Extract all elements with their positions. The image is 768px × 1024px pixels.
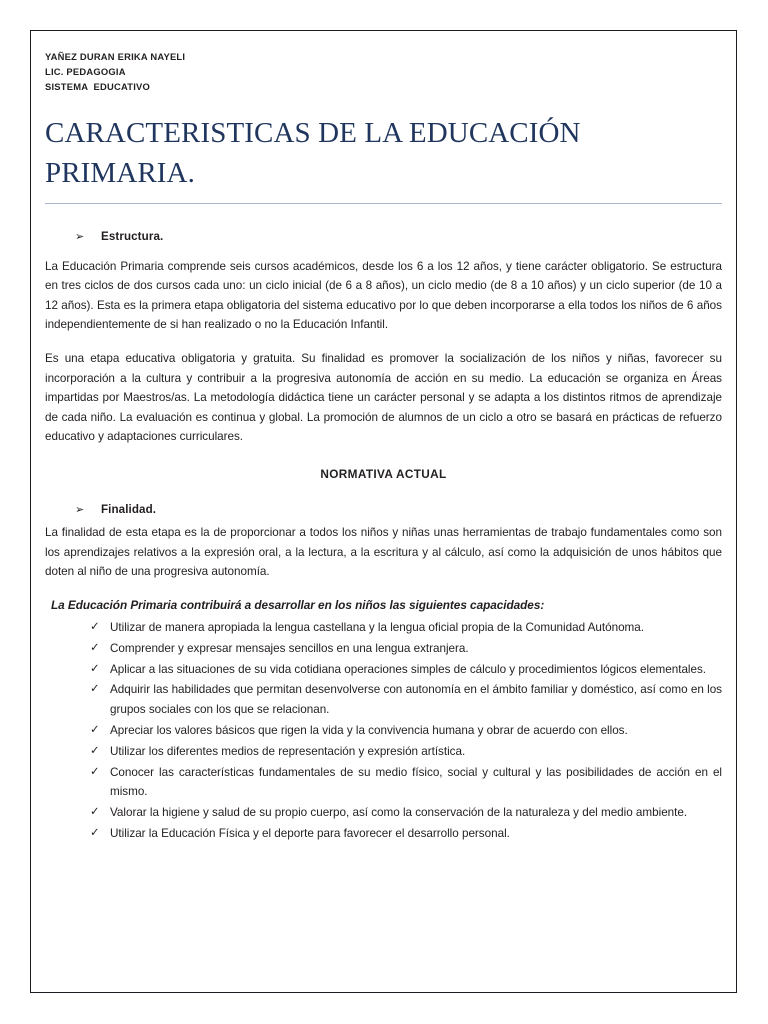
paragraph-finalidad: La finalidad de esta etapa es la de proporcionar a todos los niños y niñas unas herramientas de trabajo fundamentales como son los aprendizajes relativos a la expresión oral, a la lectura, a la escritura y al cálculo, así como la adquisición de unos hábitos que doten al niño de una progresiva autonomía. — [45, 525, 722, 579]
paragraph-estructura-1: La Educación Primaria comprende seis cursos académicos, desde los 6 a los 12 años, y tiene carácter obligatorio. Se estructura en tres ciclos de dos cursos cada uno: un ciclo inicial (de 6 a 8 años), un ciclo medio (de 8 a 10 años) y un ciclo superior (de 10 a 12 años). Esta es la primera etapa obligatoria del sistema educativo por lo que deben incorporarse a ella todos los niños de 6 años independientemente de si han realizado o no la Educación Infantil. — [45, 259, 722, 332]
list-item-text: Conocer las características fundamentales de su medio físico, social y cultural y las posibilidades de acción en el mismo. — [110, 765, 722, 798]
section-heading-estructura — [45, 230, 722, 243]
check-icon: ✓ — [90, 805, 100, 818]
check-icon: ✓ — [90, 826, 100, 839]
title-divider — [45, 203, 722, 204]
list-item — [90, 803, 722, 822]
check-icon: ✓ — [90, 723, 100, 736]
section-heading-finalidad — [45, 503, 722, 516]
check-icon: ✓ — [90, 641, 100, 654]
list-item — [90, 639, 722, 658]
capacidades-list — [45, 618, 722, 843]
heading-normativa-actual: NORMATIVA ACTUAL — [320, 466, 447, 481]
list-item-text: Aplicar a las situaciones de su vida cotidiana operaciones simples de cálculo y procedimientos lógicos elementales. — [110, 662, 707, 676]
check-icon: ✓ — [90, 765, 100, 778]
list-item — [90, 721, 722, 740]
list-item-text: Utilizar de manera apropiada la lengua castellana y la lengua oficial propia de la Comunidad Autónoma. — [110, 620, 644, 634]
arrow-bullet-icon: ➢ — [75, 230, 85, 243]
list-item — [90, 618, 722, 637]
document-page — [30, 30, 737, 993]
list-item-text: Apreciar los valores básicos que rigen la vida y la convivencia humana y obrar de acuerdo con ellos. — [110, 723, 628, 737]
list-item — [90, 742, 722, 761]
header-line-degree: LIC. PEDAGOGIA — [45, 66, 126, 78]
author-header-block — [45, 43, 722, 95]
check-icon: ✓ — [90, 662, 100, 675]
header-line-subject: SISTEMA EDUCATIVO — [45, 81, 151, 93]
page-title: CARACTERISTICAS DE LA EDUCACIÓN PRIMARIA. — [45, 116, 581, 189]
list-item — [90, 680, 722, 719]
list-item — [90, 763, 722, 802]
arrow-bullet-icon: ➢ — [75, 503, 85, 516]
section-heading-estructura-label: Estructura. — [101, 229, 164, 243]
section-heading-finalidad-label: Finalidad. — [101, 502, 157, 516]
page-content-area — [45, 43, 722, 982]
header-line-author: YAÑEZ DURAN ERIKA NAYELI — [45, 51, 186, 62]
list-item-text: Valorar la higiene y salud de su propio cuerpo, así como la conservación de la naturaleza y del medio ambiente. — [110, 805, 688, 819]
check-icon: ✓ — [90, 683, 100, 696]
list-item — [90, 824, 722, 843]
list-item-text: Adquirir las habilidades que permitan desenvolverse con autonomía en el ámbito familiar y doméstico, así como en los grupos sociales con los que se relacionan. — [110, 683, 722, 716]
list-item-text: Utilizar los diferentes medios de representación y expresión artística. — [110, 744, 466, 758]
list-item-text: Utilizar la Educación Física y el deporte para favorecer el desarrollo personal. — [110, 826, 510, 840]
list-item — [90, 660, 722, 679]
list-item-text: Comprender y expresar mensajes sencillos en una lengua extranjera. — [110, 641, 469, 655]
check-icon: ✓ — [90, 744, 100, 757]
capacidades-lead-in: La Educación Primaria contribuirá a desarrollar en los niños las siguientes capacidades: — [51, 597, 545, 612]
paragraph-estructura-2: Es una etapa educativa obligatoria y gratuita. Su finalidad es promover la socialización de los niños y niñas, favorecer su incorporación a la cultura y contribuir a la progresiva autonomía de acción en su medio. La educación se organiza en Áreas impartidas por Maestros/as. La metodología didáctica tiene un carácter personal y se adapta a los distintos ritmos de aprendizaje de cada niño. La evaluación es continua y global. La promoción de alumnos de un ciclo a otro se basará en prácticas de refuerzo educativo y adaptaciones curriculares. — [45, 351, 722, 444]
check-icon: ✓ — [90, 620, 100, 633]
